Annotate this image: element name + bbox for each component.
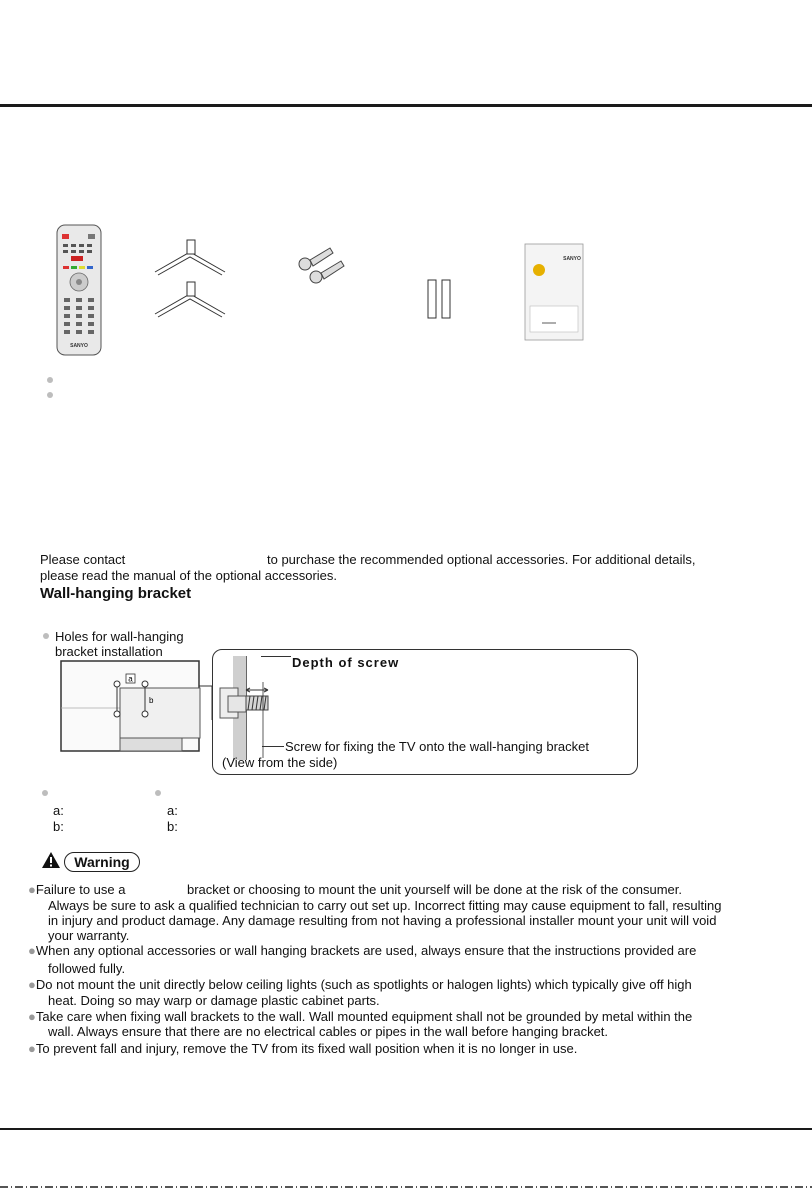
bullet <box>155 790 161 796</box>
bullet <box>47 392 53 398</box>
holes-label-line-1: Holes for wall-hanging <box>55 629 184 644</box>
remote-control-icon <box>57 225 101 355</box>
bullet <box>47 377 53 383</box>
warning-line-10: wall. Always ensure that there are no electrical cables or pipes in the wall before hanging bracket. <box>48 1024 609 1039</box>
warning-line-11: ●To prevent fall and injury, remove the TV from its fixed wall position when it is no longer in use. <box>28 1041 578 1056</box>
warning-line-6: followed fully. <box>48 961 126 976</box>
warning-line-1b: bracket or choosing to mount the unit yourself will be done at the risk of the consumer. <box>187 882 682 897</box>
wall-bracket-heading: Wall-hanging bracket <box>40 585 192 602</box>
warning-line-8: heat. Doing so may warp or damage plastic cabinet parts. <box>48 993 380 1008</box>
header-rule <box>0 104 812 107</box>
footer-dashes <box>0 1186 812 1188</box>
intro-text-line-2: please read the manual of the optional accessories. <box>40 568 338 583</box>
holes-label-line-2: bracket installation <box>55 644 163 659</box>
depth-of-screw-label: Depth of screw <box>292 655 400 670</box>
view-label: (View from the side) <box>222 755 338 770</box>
dim-a-col2: a: <box>167 803 178 818</box>
screw-leader-line <box>262 746 284 747</box>
dim-b-col1: b: <box>53 819 64 834</box>
warning-triangle-icon <box>41 851 61 869</box>
warning-title: Warning <box>64 852 140 872</box>
batteries-icon <box>428 280 450 318</box>
svg-text:SANYO: SANYO <box>70 343 88 349</box>
screw-label: Screw for fixing the TV onto the wall-hanging bracket <box>285 739 589 754</box>
footer-rule <box>0 1128 812 1130</box>
warning-line-1a: ●Failure to use a <box>28 882 126 897</box>
label-b: b <box>149 696 154 705</box>
warning-line-9: ●Take care when fixing wall brackets to the wall. Wall mounted equipment shall not be grounded by metal within the <box>28 1009 693 1024</box>
depth-leader-line <box>261 656 291 657</box>
warning-line-5: ●When any optional accessories or wall hanging brackets are used, always ensure that the instructions provided are <box>28 943 697 958</box>
tv-back-diagram <box>60 660 215 754</box>
label-a: a <box>128 674 133 684</box>
warning-line-2: Always be sure to ask a qualified technician to carry out set up. Incorrect fitting may cause equipment to fall, resulting <box>48 898 722 913</box>
bullet <box>43 633 49 639</box>
warning-line-3: in injury and product damage. Any damage resulting from not having a professional installer mount your unit will void <box>48 913 717 928</box>
intro-text-continued: to purchase the recommended optional accessories. For additional details, <box>267 552 696 567</box>
dim-b-col2: b: <box>167 819 178 834</box>
warning-line-7: ●Do not mount the unit directly below ceiling lights (such as spotlights or halogen lights) which typically give off high <box>28 977 692 992</box>
user-manual-icon <box>525 244 583 340</box>
intro-text: Please contact <box>40 552 126 567</box>
warning-line-4: your warranty. <box>48 928 130 943</box>
svg-text:SANYO: SANYO <box>563 256 581 262</box>
bullet <box>42 790 48 796</box>
dim-a-col1: a: <box>53 803 64 818</box>
stand-icon <box>155 240 225 317</box>
screws-icon <box>299 248 344 283</box>
accessories-illustration <box>50 222 610 360</box>
